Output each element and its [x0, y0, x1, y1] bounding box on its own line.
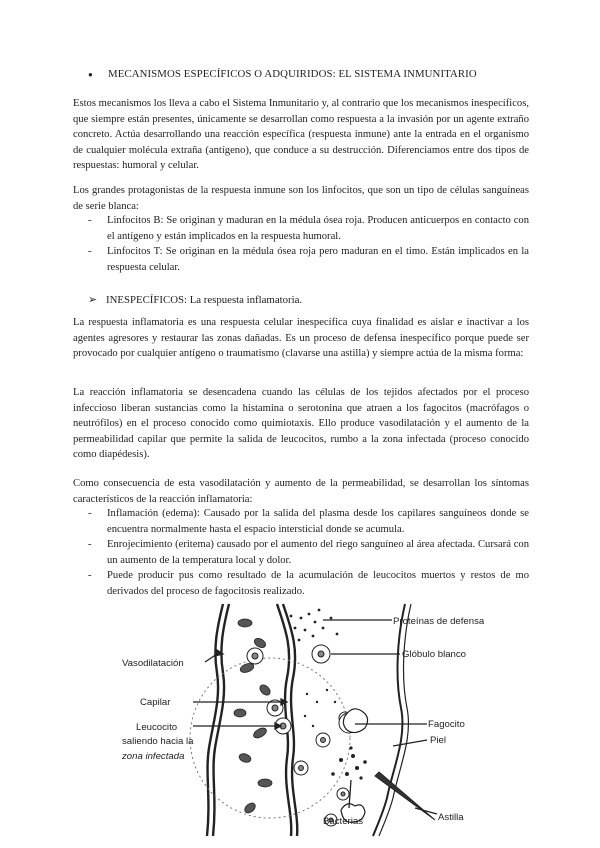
paragraph-linfocitos: Los grandes protagonistas de la respuesta inmune son los linfocitos, que son un tipo de células sanguíneas de serie blanca:: [73, 185, 529, 212]
splinter-icon: [375, 772, 435, 820]
paragraph-inflamatoria: La respuesta inflamatoria es una respuesta celular inespecífica cuya finalidad es aislar e inactivar a los agentes agresores y restaurar las zonas dañadas. Es un proceso de defensa inespecífico porque puede ser provocado por cualquier antígeno o traumatismo (clavarse una astilla) y siempre actúa de la misma forma:: [73, 317, 529, 360]
label-fagocito: Fagocito: [428, 719, 465, 730]
bacteria: [331, 746, 367, 779]
paragraph-reaccion: La reacción inflamatoria se desencadena cuando las células de los tejidos afectados por el proceso infeccioso liberan sustancias como la histamina o serotonina que atraen a los fagocitos (macrófagos o neutrófilos) en el proceso conocido como quimiotaxis. Ello produce vasodilatación y el aumento de la permeabilidad capilar que permite la salida de leucocitos, rumbo a la zona infectada (proceso conocido como diapédesis).: [73, 387, 529, 461]
list-sintomas: [88, 506, 529, 600]
defense-proteins: [290, 609, 339, 728]
section-heading-text: MECANISMOS ESPECÍFICOS O ADQUIRIDOS: EL SISTEMA INMUNITARIO: [108, 68, 477, 80]
label-capilar: Capilar: [140, 697, 171, 708]
label-piel: Piel: [430, 735, 446, 746]
label-vasodilatacion: Vasodilatación: [122, 658, 184, 669]
list-item: - Inflamación (edema): Causado por la salida del plasma desde los capilares sanguíneos donde se encuentra normalmente hasta el espacio intersticial donde se acumula.: [88, 508, 529, 535]
subheading: [88, 293, 302, 306]
label-bacterias: Bacterias: [323, 816, 363, 827]
inflammation-diagram: [105, 598, 510, 838]
label-proteinas: Proteínas de defensa: [393, 616, 485, 627]
list-linfocitos: [88, 213, 529, 275]
label-leucocito-line2: saliendo hacia la: [122, 736, 194, 747]
paragraph-intro: Estos mecanismos los lleva a cabo el Sistema Inmunitario y, al contrario que los mecanismos inespecíficos, que siempre están presentes, únicamente se desarrollan como respuesta a la invasión por un agente extraño concreto. Actúa desarrollando una reacción específica (respuesta inmune) ante la entrada en el organismo de cualquier molécula extraña (antígeno), que conduce a su destrucción. Diferenciamos entre dos tipos de respuestas: humoral y celular.: [73, 98, 529, 172]
list-item: - Linfocitos T: Se originan en la médula ósea roja pero maduran en el timo. Están implicados en la respuesta celular.: [88, 246, 529, 273]
phagocytes: [341, 709, 368, 822]
label-globulo: Glóbulo blanco: [402, 649, 467, 660]
subheading-text: INESPECÍFICOS: La respuesta inflamatoria.: [106, 294, 303, 306]
list-item: - Puede producir pus como resultado de la acumulación de leucocitos muertos y restos de mo derivados del proceso de fagocitosis realizado.: [88, 570, 529, 597]
list-item: - Linfocitos B: Se originan y maduran en la médula ósea roja. Producen anticuerpos en contacto con el antígeno y están implicados en la respuesta humoral.: [88, 215, 529, 242]
paragraph-sintomas: Como consecuencia de esta vasodilatación y aumento de la permeabilidad, se desarrollan los síntomas característicos de la reacción inflamatoria:: [73, 478, 529, 505]
label-leucocito-line3: zona infectada: [122, 751, 185, 762]
bullet-icon: ●: [88, 70, 93, 79]
label-leucocito: Leucocito: [136, 722, 178, 733]
label-astilla: Astilla: [438, 812, 464, 823]
arrow-bullet-icon: ➢: [88, 294, 98, 306]
section-heading: [88, 68, 477, 80]
list-item: - Enrojecimiento (eritema) causado por el aumento del riego sanguíneo al área afectada. Cursará con un aumento de la temperatura local y dolor.: [88, 539, 529, 566]
capillary-walls: [207, 604, 411, 836]
